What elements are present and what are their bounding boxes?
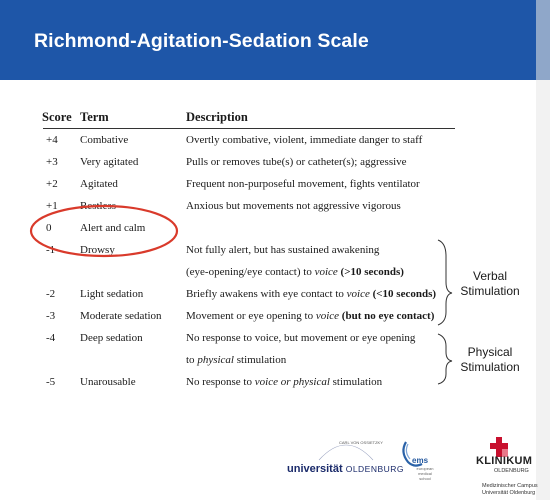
score-cell: +3 xyxy=(46,156,58,168)
slide-title: Richmond-Agitation-Sedation Scale xyxy=(34,30,369,52)
score-cell: +1 xyxy=(46,200,58,212)
group-label-line: Physical xyxy=(467,345,513,359)
oldenburg-arc-text: CARL VON OSSIETZKY xyxy=(339,440,383,445)
desc-bold: (but no eye contact) xyxy=(339,310,435,322)
score-cell: +2 xyxy=(46,178,58,190)
term-cell: Restless xyxy=(80,200,117,212)
term-cell: Combative xyxy=(80,134,129,146)
verbal-stimulation-label xyxy=(455,269,525,299)
verbal-brace xyxy=(438,240,452,325)
desc-text: No response to xyxy=(186,376,255,388)
description-cell: Not fully alert, but has sustained awakening xyxy=(186,244,380,256)
oldenburg-arc-mark xyxy=(317,436,383,462)
klinikum-city: OLDENBURG xyxy=(494,468,529,474)
description-cell: Overtly combative, violent, immediate danger to staff xyxy=(186,134,423,146)
term-cell: Agitated xyxy=(80,178,118,190)
physical-brace xyxy=(438,334,452,384)
description-cell: Anxious but movements not aggressive vigorous xyxy=(186,200,401,212)
ems-name: ems xyxy=(412,456,429,465)
klinikum-logo xyxy=(468,437,548,497)
score-cell: -5 xyxy=(46,376,56,388)
desc-emphasis: voice xyxy=(346,288,370,300)
university-word: universität xyxy=(287,463,343,475)
term-cell: Deep sedation xyxy=(80,332,143,344)
desc-bold: (<10 seconds) xyxy=(369,288,437,300)
term-cell: Light sedation xyxy=(80,288,144,300)
group-label-line: Stimulation xyxy=(460,284,520,298)
score-cell: -3 xyxy=(46,310,56,322)
score-cell: -2 xyxy=(46,288,56,300)
term-cell: Very agitated xyxy=(80,156,139,168)
score-cell: 0 xyxy=(46,222,52,234)
column-header-score: Score xyxy=(42,110,72,124)
group-label-line: Stimulation xyxy=(460,360,520,374)
desc-text: to xyxy=(186,354,198,366)
desc-emphasis: physical xyxy=(197,354,234,366)
column-header-term: Term xyxy=(80,110,109,124)
description-cell: Pulls or removes tube(s) or catheter(s); aggressive xyxy=(186,156,407,168)
term-cell: Alert and calm xyxy=(80,222,146,234)
desc-bold: (>10 seconds) xyxy=(337,266,404,278)
desc-emphasis: voice or physical xyxy=(254,376,330,388)
klinikum-sub: Medizinischer Campus xyxy=(482,483,538,489)
group-label-line: Verbal xyxy=(472,269,508,283)
klinikum-name: KLINIKUM xyxy=(476,455,533,467)
desc-text: stimulation xyxy=(329,376,383,388)
term-cell: Unarousable xyxy=(80,376,136,388)
desc-emphasis: voice xyxy=(315,310,340,322)
desc-text: stimulation xyxy=(233,354,287,366)
score-cell: -4 xyxy=(46,332,56,344)
university-city: OLDENBURG xyxy=(345,464,405,474)
term-cell: Moderate sedation xyxy=(80,310,162,322)
score-cell: -1 xyxy=(46,244,56,256)
ems-logo xyxy=(398,440,438,485)
ems-sub: school xyxy=(419,476,431,481)
ems-sub: medical xyxy=(418,471,432,476)
desc-text: (eye-opening/eye contact) to xyxy=(186,266,315,278)
klinikum-sub: Universität Oldenburg xyxy=(482,490,536,496)
desc-emphasis: voice xyxy=(314,266,338,278)
term-cell: Drowsy xyxy=(80,244,115,256)
description-cell: Frequent non-purposeful movement, fights ventilator xyxy=(186,178,420,190)
desc-text: Briefly awakens with eye contact to xyxy=(186,288,347,300)
ems-sub: european xyxy=(416,466,434,471)
physical-stimulation-label xyxy=(455,345,525,375)
column-header-description: Description xyxy=(186,110,248,124)
score-cell: +4 xyxy=(46,134,58,146)
description-cell: No response to voice, but movement or eye opening xyxy=(186,332,416,344)
highlight-circle xyxy=(31,206,177,256)
desc-text: Movement or eye opening to xyxy=(186,310,316,322)
